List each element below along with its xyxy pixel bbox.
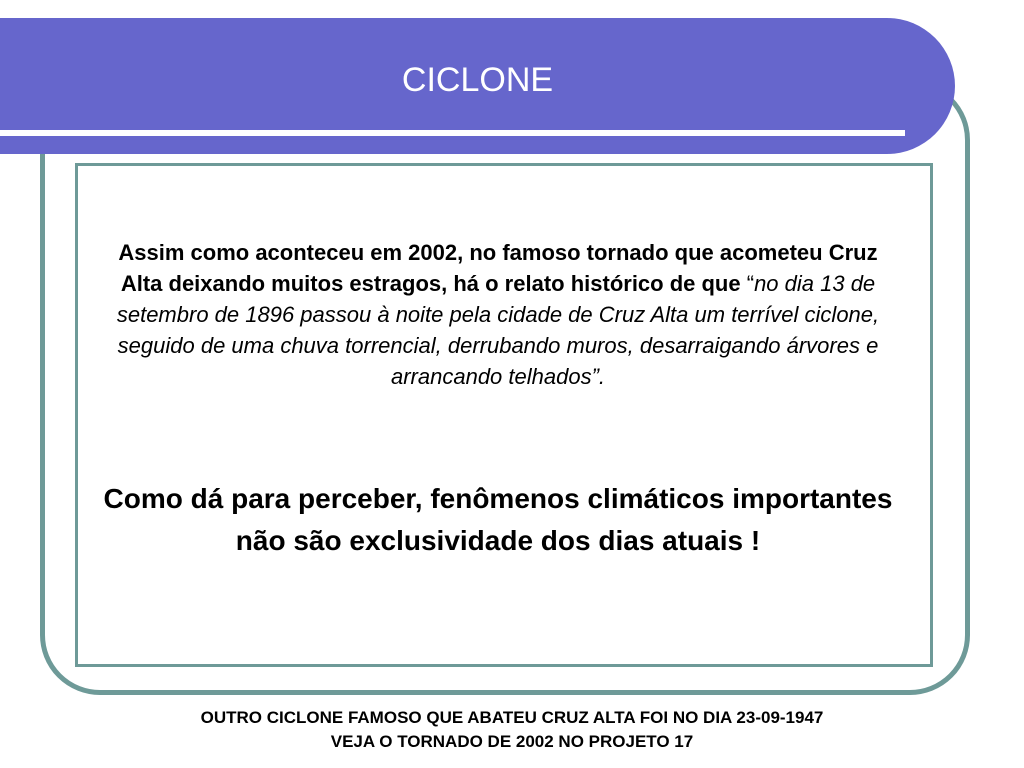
paragraph-historical-account	[98, 237, 898, 392]
footer-notes	[0, 706, 1024, 754]
slide-title: CICLONE	[401, 61, 554, 99]
paragraph-quote-text: no dia 13 de setembro de 1896 passou à noite pela cidade de Cruz Alta um terrível ciclone, seguido de uma chuva torrencial, derrubando muros, desarraigando árvores e arrancando telhados”.	[116, 271, 880, 389]
paragraph-conclusion: Como dá para perceber, fenômenos climáticos importantes não são exclusividade dos dias atuais !	[103, 483, 893, 556]
footer-line-2: VEJA O TORNADO DE 2002 NO PROJETO 17	[330, 732, 694, 751]
footer-line-1: OUTRO CICLONE FAMOSO QUE ABATEU CRUZ ALTA FOI NO DIA 23-09-1947	[200, 708, 824, 727]
paragraph-intro-text: Assim como aconteceu em 2002, no famoso tornado que acometeu Cruz Alta deixando muitos estragos, há o relato histórico de que	[118, 240, 878, 296]
title-underline	[0, 130, 905, 136]
quote-open-mark: “	[740, 271, 755, 296]
